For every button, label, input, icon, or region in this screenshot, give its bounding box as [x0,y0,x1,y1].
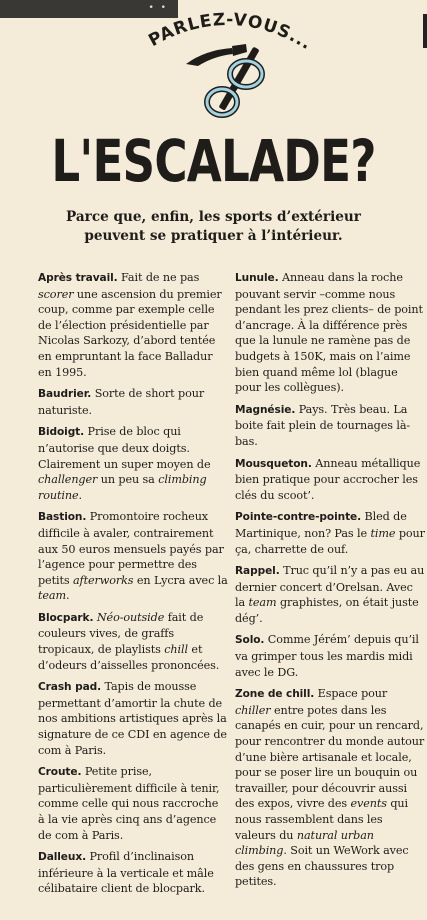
arc-heading: PARLEZ-VOUS... [145,9,316,55]
glossary-entry [38,764,228,843]
glossary-term: Pointe-contre-pointe. [235,511,362,524]
glossary-definition: Profil d’inclinaison inférieure à la verticale et mâle célibataire client de blocpark. [38,850,214,896]
glossary-term: Bidoigt. [38,426,85,439]
glossary-definition: Fait de ne pas scorer une ascension du premier coup, comme par exemple celle de l’élection présidentielle par Nicolas Sarkozy, d’abord tentée en empruntant la face Balladur en 1995. [38,271,222,379]
glossary-column-left [38,270,228,903]
glossary-entry [38,386,228,418]
glossary-term: Rappel. [235,565,280,578]
glossary-definition: Anneau dans la roche pouvant servir –comme nous pendant les prez clients– de point d’ancrage. À la différence près que la lunule ne ramène pas de budgets à 150K, mais on l’aime bien quand même lol (blague pour les collègues). [235,271,423,395]
glossary-definition: Prise de bloc qui n’autorise que deux doigts. Clairement un super moyen de challenger un peu sa climbing routine. [38,425,211,502]
ice-axe-icon [186,44,260,111]
header-graphic [0,0,427,130]
glossary-entry [235,270,425,396]
glossary-term: Bastion. [38,511,87,524]
glossary-term: Baudrier. [38,388,92,401]
glossary-entry [38,509,228,604]
glossary-term: Croute. [38,766,82,779]
glossary-entry [38,679,228,758]
glossary-entry [235,563,425,626]
glossary-entry [235,402,425,450]
glossary-entry [235,686,425,890]
dots-icon: • • [148,3,168,13]
glossary-entry [235,509,425,557]
glossary-term: Magnésie. [235,403,296,416]
glossary-definition: Espace pour chiller entre potes dans les canapés en cuir, pour un rencard, pour rencontrer du monde autour d’une bière artisanale et locale, pour se poser lire un bouquin ou travailler, pour découvrir aussi des expos, vivre des events qui nous rassemblent dans les valeurs du natural urban climbing. Soit un WeWork avec des gens en chaussures trop petites. [235,687,425,889]
glossary-entry [235,456,425,504]
glossary-entry [38,610,228,673]
page-subtitle: Parce que, enfin, les sports d’extérieur peuvent se pratiquer à l’intérieur. [66,209,361,244]
glossary-entry [38,849,228,897]
glossary-definition: Pays. Très beau. La boite fait plein de tournages là-bas. [235,402,411,448]
glossary-definition: Sorte de short pour naturiste. [38,387,205,417]
glossary-definition: Néo-outside fait de couleurs vives, de graffs tropicaux, de playlists chill et d’odeurs d’aisselles prononcées. [38,610,220,672]
glossary-definition: Anneau métallique bien pratique pour accrocher les clés du scoot’. [235,456,421,502]
glossary-definition: Petite prise, particulièrement difficile à tenir, comme celle qui nous raccroche à la vie après cinq ans d’agence de com à Paris. [38,765,220,842]
glossary-entry [38,424,228,503]
glossary-definition: Bled de Martinique, non? Pas le time pour ça, charrette de ouf. [235,510,425,556]
glossary-term: Zone de chill. [235,688,315,701]
glossary-term: Dalleux. [38,851,86,864]
glossary-term: Blocpark. [38,611,94,624]
glossary-term: Après travail. [38,272,118,284]
glossary-definition: Promontoire rocheux difficile à avaler, contrairement aux 50 euros mensuels payés par l’agence pour permettre des petits afterworks en Lycra avec la team. [38,510,228,603]
glossary-entry [235,632,425,680]
glossary-definition: Tapis de mousse permettant d’amortir la chute de nos ambitions artistiques après la signature de ce CDI en agence de com à Paris. [38,680,227,757]
glossary-entry [38,270,228,380]
glossary-definition: Truc qu’il n’y a pas eu au dernier concert d’Orelsan. Avec la team graphistes, on était juste dég’. [235,564,425,625]
page-title: L'ESCALADE? [51,127,376,195]
glossary-column-right [235,270,425,896]
glossary-term: Lunule. [235,272,279,284]
glossary-definition: Comme Jérém’ depuis qu’il va grimper tous les mardis midi avec le DG. [235,633,419,679]
glossary-term: Mousqueton. [235,457,312,470]
glossary-term: Crash pad. [38,681,102,694]
glossary-term: Solo. [235,634,265,647]
